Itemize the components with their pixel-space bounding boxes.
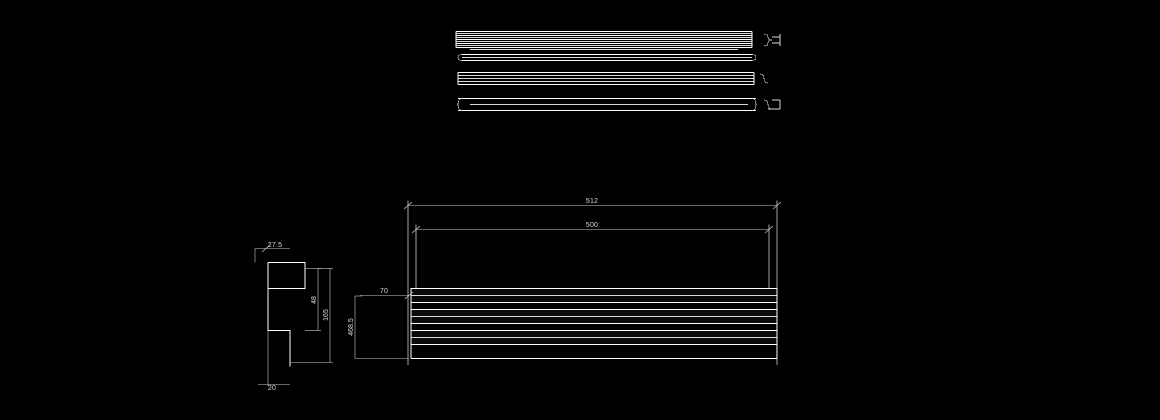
dimension-27-5-label: 27.5 [267,242,283,249]
left-letterbox [0,0,228,420]
front-elevation-group [348,198,781,365]
dimension-165-label: 165 [323,309,330,321]
dimension-20 [258,331,290,393]
dimension-48-label: 48 [311,296,318,304]
side-section-group [255,242,333,392]
top-view-end-detail-1 [764,34,780,46]
top-view-slat-4 [458,99,780,111]
dimension-512-label: 512 [585,198,599,205]
front-elevation-slats [411,289,777,359]
dimension-500 [412,222,773,292]
dimension-70 [360,288,413,299]
dimension-20-label: 20 [267,385,277,392]
right-letterbox [800,0,1160,420]
top-view-group [456,32,780,111]
dimension-165 [290,269,333,363]
dimension-70-label: 70 [379,288,389,295]
top-view-slat-3 [458,73,768,85]
dimension-500-label: 500 [585,222,599,229]
dimension-27-5 [255,242,290,263]
top-view-slat-1 [456,32,752,50]
top-view-slat-2 [458,55,756,61]
dimension-468-5-label: 468.5 [348,318,355,336]
dimension-468-5 [348,296,409,359]
dimension-48 [305,269,321,331]
